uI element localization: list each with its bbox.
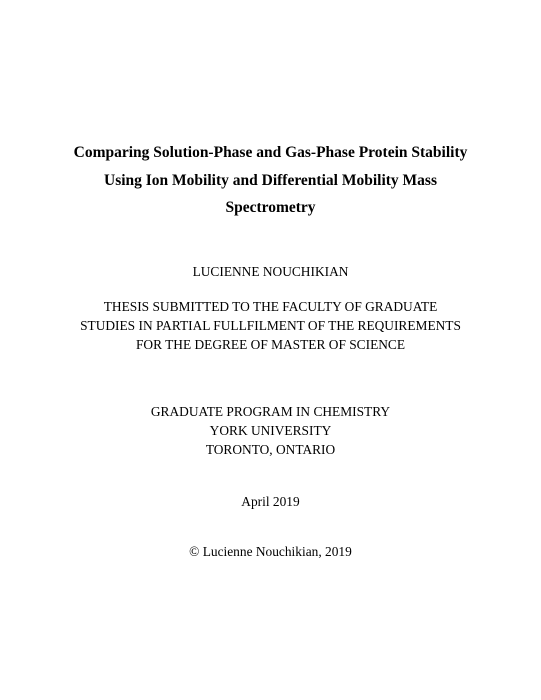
thesis-title [40,139,501,222]
submission-statement [20,297,521,354]
program-affiliation-line: TORONTO, ONTARIO [205,442,336,457]
submission-statement-line: THESIS SUBMITTED TO THE FACULTY OF GRADUATE [103,299,438,314]
thesis-title-line: Using Ion Mobility and Differential Mobility Mass [104,171,437,189]
program-affiliation [20,402,521,459]
copyright-notice [20,542,521,561]
submission-date-text: April 2019 [241,494,300,509]
thesis-title-line: Comparing Solution-Phase and Gas-Phase Protein Stability [73,144,468,161]
submission-statement-line: STUDIES IN PARTIAL FULLFILMENT OF THE REQUIREMENTS [80,318,461,333]
author-name [20,262,521,281]
program-affiliation-line: YORK UNIVERSITY [209,423,332,438]
submission-date [20,492,521,511]
copyright-notice-text: © Lucienne Nouchikian, 2019 [189,544,352,559]
author-name-text: LUCIENNE NOUCHIKIAN [192,264,349,279]
program-affiliation-line: GRADUATE PROGRAM IN CHEMISTRY [150,404,391,419]
submission-statement-line: FOR THE DEGREE OF MASTER OF SCIENCE [135,337,406,352]
thesis-title-line: Spectrometry [225,199,316,216]
